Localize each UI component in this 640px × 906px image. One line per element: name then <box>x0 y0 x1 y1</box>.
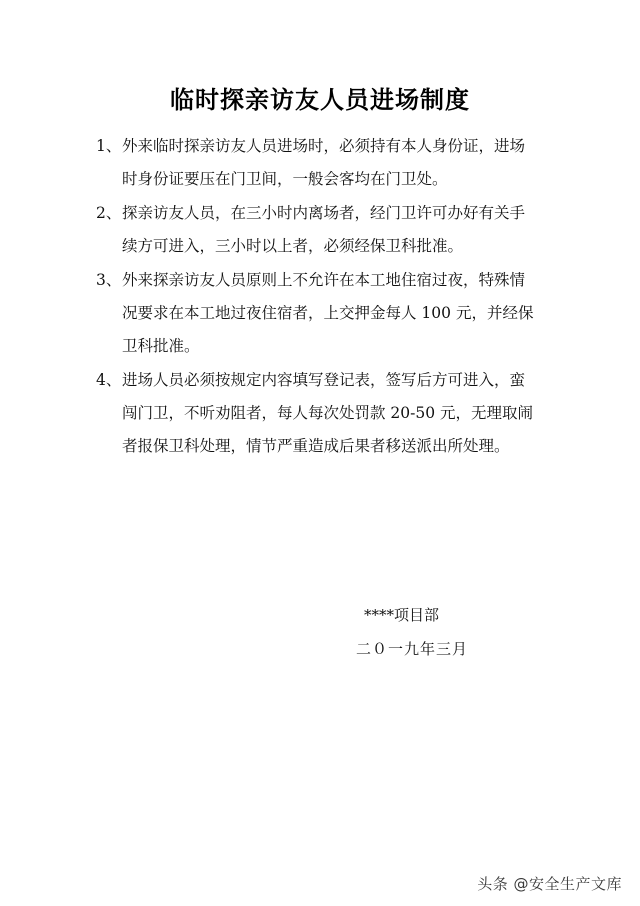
rule-item-4 <box>98 364 538 463</box>
rule-item-3 <box>98 264 538 363</box>
rule-text: 探亲访友人员，在三小时内离场者，经门卫许可办好有关手续方可进入，三小时以上者，必须经保卫科批准。 <box>122 204 526 255</box>
rule-number: 2、 <box>96 204 122 222</box>
rule-text: 外来探亲访友人员原则上不允许在本工地住宿过夜，特殊情况要求在本工地过夜住宿者，上交押金每人 100 元，并经保卫科批准。 <box>122 271 534 355</box>
document-title: 临时探亲访友人员进场制度 <box>170 86 470 114</box>
rule-item-1 <box>98 130 538 196</box>
rule-number: 4、 <box>96 371 122 389</box>
rule-text: 外来临时探亲访友人员进场时，必须持有本人身份证，进场时身份证要压在门卫间，一般会客均在门卫处。 <box>122 137 526 188</box>
rule-number: 3、 <box>96 271 122 289</box>
rules-list <box>98 130 538 463</box>
rule-item-2 <box>98 197 538 263</box>
rule-number: 1、 <box>96 137 122 155</box>
signature-date: 二０一九年三月 <box>356 640 469 658</box>
watermark-text: 头条 @安全生产文库 <box>477 875 622 893</box>
signature-organization: ****项目部 <box>364 606 440 624</box>
rule-text: 进场人员必须按规定内容填写登记表，签写后方可进入，蛮闯门卫，不听劝阻者，每人每次处罚款 20-50 元，无理取闹者报保卫科处理，情节严重造成后果者移送派出所处理。 <box>122 371 534 455</box>
